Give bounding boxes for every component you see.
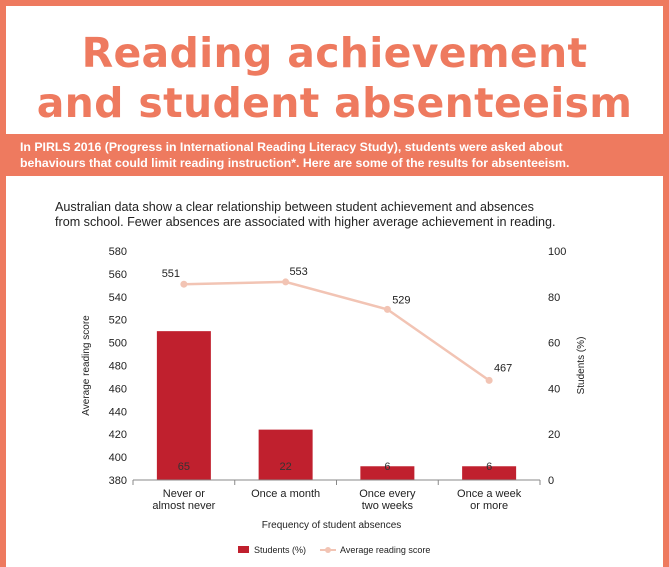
- banner-line-1: In PIRLS 2016 (Progress in International Reading Literacy Study), students were asked about: [20, 140, 563, 154]
- x-tick-label: Once every: [359, 488, 416, 500]
- line-point: [486, 377, 493, 384]
- bar-value-label: 6: [486, 461, 493, 473]
- legend-label-line: Average reading score: [340, 545, 431, 555]
- y2-tick-label: 60: [548, 337, 561, 350]
- y-tick-label: 380: [108, 475, 127, 487]
- y-tick-label: 540: [108, 291, 127, 304]
- y2-tick-label: 20: [548, 429, 561, 442]
- line-value-label: 551: [161, 268, 181, 281]
- bar-value-label: 22: [279, 461, 292, 473]
- line-point: [384, 306, 391, 313]
- y-tick-label: 580: [108, 246, 127, 258]
- legend-swatch-bar: [238, 546, 249, 553]
- score-line: [184, 282, 489, 380]
- legend-swatch-point: [325, 547, 331, 553]
- y-tick-label: 520: [108, 314, 127, 327]
- y-axis-title: Average reading score: [81, 315, 92, 416]
- title-line-2: and student absenteeism: [36, 79, 633, 127]
- y2-axis-title: Students (%): [576, 336, 587, 395]
- y-tick-label: 560: [108, 268, 127, 281]
- intro-line-2: from school. Fewer absences are associated with higher average achievement in reading.: [55, 215, 556, 229]
- x-axis-title: Frequency of student absences: [261, 520, 402, 531]
- line-point: [282, 278, 289, 285]
- bar-value-label: 65: [177, 461, 190, 473]
- bar-value-label: 6: [384, 461, 391, 473]
- y-tick-label: 460: [108, 383, 127, 396]
- y-tick-label: 440: [108, 406, 127, 419]
- title-line-1: Reading achievement: [81, 29, 588, 77]
- legend-label-bar: Students (%): [254, 545, 307, 555]
- bar: [157, 331, 211, 480]
- x-tick-label: Never or: [162, 488, 205, 500]
- line-value-label: 529: [392, 294, 411, 307]
- x-tick-label: or more: [470, 500, 509, 512]
- x-tick-label: almost never: [152, 500, 216, 512]
- x-tick-label: two weeks: [361, 500, 414, 512]
- line-value-label: 553: [289, 265, 308, 278]
- x-tick-label: Once a week: [457, 488, 522, 500]
- line-point: [180, 281, 187, 288]
- x-tick-label: Once a month: [251, 488, 321, 500]
- y-tick-label: 400: [108, 452, 127, 465]
- y2-tick-label: 40: [548, 383, 561, 396]
- y2-tick-label: 100: [548, 246, 567, 258]
- line-value-label: 467: [493, 362, 513, 375]
- intro-line-1: Australian data show a clear relationship between student achievement and absences: [55, 200, 534, 214]
- banner-line-2: behaviours that could limit reading instruction*. Here are some of the results for absenteeism.: [20, 156, 570, 170]
- y2-tick-label: 80: [548, 291, 561, 304]
- y-tick-label: 420: [108, 429, 127, 442]
- y-tick-label: 500: [108, 337, 127, 350]
- y-tick-label: 480: [108, 360, 127, 373]
- y2-tick-label: 0: [548, 475, 555, 487]
